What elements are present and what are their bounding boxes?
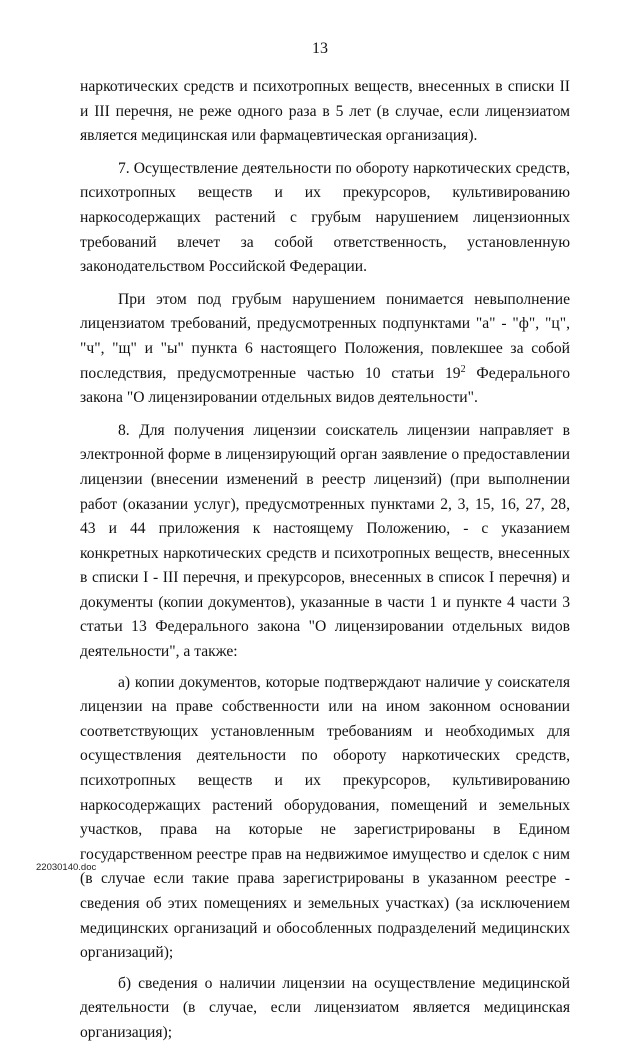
footer-file-name: 22030140.doc: [36, 862, 97, 873]
paragraph-continuation: наркотических средств и психотропных веществ, внесенных в списки II и III перечня, не реже одного раза в 5 лет (в случае, если лицензиатом является медицинская или фармацевтическая организация).: [80, 78, 570, 145]
paragraph-subitem-b: б) сведения о наличии лицензии на осуществление медицинской деятельности (в случае, если лицензиатом является медицинская организация);: [80, 974, 570, 1041]
paragraph-gross-violation-text-end: Федерального закона "О лицензировании отдельных видов деятельности".: [80, 364, 570, 407]
page-number: 13: [312, 40, 328, 57]
paragraph-item-8: 8. Для получения лицензии соискатель лицензии направляет в электронной форме в лицензирующий орган заявление о предоставлении лицензии (внесении изменений в реестр лицензий) (при выполнении работ (оказании услуг), предусмотренных пунктами 2, 3, 15, 16, 27, 28, 43 и 44 приложения к настоящему Положению, - с указанием конкретных наркотических средств и психотропных веществ, внесенных в списки I - III перечня, и прекурсоров, внесенных в список I перечня) и документы (копии документов), указанные в части 1 и пункте 4 части 3 статьи 13 Федерального закона "О лицензировании отдельных видов деятельности", а также:: [80, 421, 570, 661]
paragraph-subitem-a: а) копии документов, которые подтверждают наличие у соискателя лицензии на праве собственности или на ином законном основании соответствующих установленным требованиям и необходимых для осуществления деятельности по обороту наркотических средств, психотропных веществ и их прекурсоров, культивированию наркосодержащих растений оборудования, помещений и земельных участков, права на которые не зарегистрированы в Едином государственном реестре прав на недвижимое имущество и сделок с ним (в случае если такие права зарегистрированы в указанном реестре - сведения об этих помещениях и земельных участках) (за исключением медицинских организаций и обособленных подразделений медицинских организаций);: [80, 673, 570, 962]
paragraph-gross-violation-text: При этом под грубым нарушением понимается невыполнение лицензиатом требований, предусмотренных подпунктами "а" - "ф", "ц", "ч", "щ" и "ы" пункта 6 настоящего Положения, повлекшее за собой последствия, предусмотренные частью 10 статьи 19: [80, 290, 570, 382]
superscript-article: 2: [460, 363, 466, 375]
document-body: [80, 75, 570, 1054]
paragraph-item-7: 7. Осуществление деятельности по обороту наркотических средств, психотропных веществ и их прекурсоров, культивированию наркосодержащих растений с грубым нарушением лицензионных требований влечет за собой ответственность, установленную законодательством Российской Федерации.: [80, 159, 570, 276]
paragraph-gross-violation: [80, 288, 570, 411]
